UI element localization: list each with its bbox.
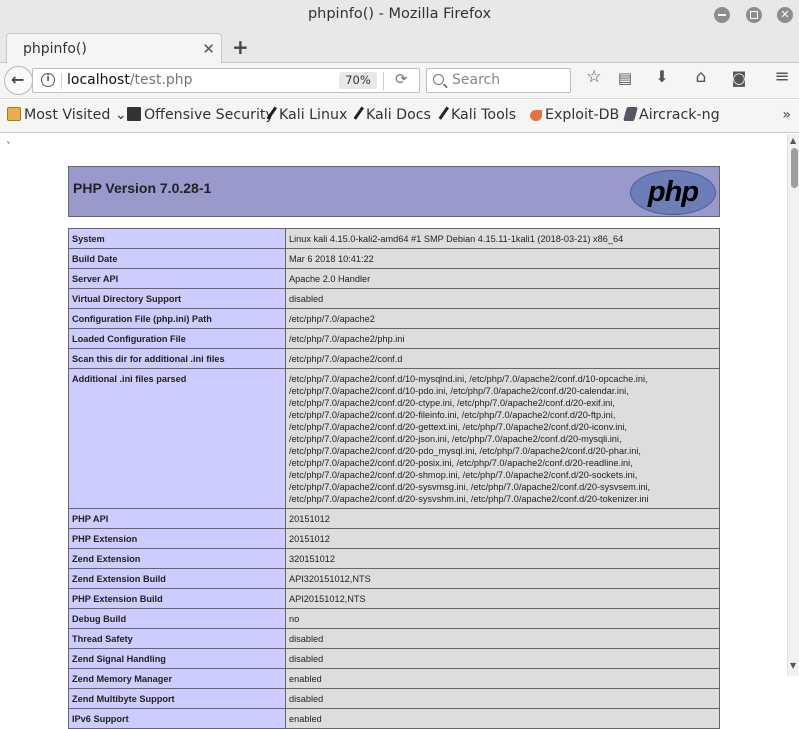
row-value: enabled bbox=[286, 669, 720, 689]
row-key: IPv6 Support bbox=[69, 709, 286, 729]
url-path: /test.php bbox=[129, 72, 193, 88]
navigation-bar bbox=[0, 63, 799, 99]
row-key: System bbox=[69, 229, 286, 249]
row-value: /etc/php/7.0/apache2/conf.d bbox=[286, 349, 720, 369]
row-key: Additional .ini files parsed bbox=[69, 369, 286, 509]
search-icon bbox=[433, 74, 444, 85]
offsec-icon bbox=[127, 107, 141, 121]
bookmark-star-icon[interactable]: ☆ bbox=[586, 67, 602, 87]
tab-strip bbox=[0, 30, 799, 63]
pocket-icon[interactable]: ◙ bbox=[731, 69, 747, 87]
close-tab-icon[interactable]: ✕ bbox=[202, 40, 215, 58]
reading-list-icon[interactable]: ▤ bbox=[617, 69, 633, 87]
table-row bbox=[69, 609, 720, 629]
table-row bbox=[69, 709, 720, 729]
url-separator bbox=[383, 72, 384, 90]
aircrack-icon bbox=[623, 107, 638, 121]
row-key: Zend Signal Handling bbox=[69, 649, 286, 669]
page-content bbox=[0, 134, 787, 724]
row-value: API20151012,NTS bbox=[286, 589, 720, 609]
scrollbar-thumb[interactable] bbox=[791, 148, 798, 188]
row-value: 20151012 bbox=[286, 529, 720, 549]
php-logo-text: php bbox=[647, 176, 699, 208]
scroll-down-icon[interactable]: ▼ bbox=[790, 661, 797, 670]
table-row bbox=[69, 249, 720, 269]
row-value: /etc/php/7.0/apache2 bbox=[286, 309, 720, 329]
bookmarks-toolbar bbox=[0, 100, 799, 133]
window-titlebar[interactable] bbox=[0, 0, 799, 30]
page-title: PHP Version 7.0.28-1 bbox=[73, 180, 212, 196]
table-row bbox=[69, 329, 720, 349]
row-key: Build Date bbox=[69, 249, 286, 269]
bookmark-kali-docs[interactable] bbox=[357, 107, 431, 123]
row-key: Zend Extension bbox=[69, 549, 286, 569]
bookmark-kali-tools[interactable] bbox=[442, 107, 516, 123]
row-value: 320151012 bbox=[286, 549, 720, 569]
row-key: PHP Extension Build bbox=[69, 589, 286, 609]
row-value: Mar 6 2018 10:41:22 bbox=[286, 249, 720, 269]
row-key: Scan this dir for additional .ini files bbox=[69, 349, 286, 369]
menu-icon[interactable]: ≡ bbox=[774, 66, 790, 87]
row-value: /etc/php/7.0/apache2/conf.d/10-mysqlnd.ini, /etc/php/7.0/apache2/conf.d/10-opcache.ini, /etc/php/7.0/apache2/conf.d/10-pdo.ini, /etc/php/7.0/apache2/conf.d/20-calendar.ini, /etc/php/7.0/apache2/conf.d/20-ctype.ini, /etc/php/7.0/apache2/conf.d/20-exif.ini, /etc/php/7.0/apache2/conf.d/20-fileinfo.ini, /etc/php/7.0/apache2/conf.d/20-ftp.ini, /etc/php/7.0/apache2/conf.d/20-gettext.ini, /etc/php/7.0/apache2/conf.d/20-iconv.ini, /etc/php/7.0/apache2/conf.d/20-json.ini, /etc/php/7.0/apache2/conf.d/20-mysqli.ini, /etc/php/7.0/apache2/conf.d/20-pdo_mysql.ini, /etc/php/7.0/apache2/conf.d/20-phar.ini, /etc/php/7.0/apache2/conf.d/20-posix.ini, /etc/php/7.0/apache2/conf.d/20-readline.ini, /etc/php/7.0/apache2/conf.d/20-shmop.ini, /etc/php/7.0/apache2/conf.d/20-sockets.ini, /etc/php/7.0/apache2/conf.d/20-sysvmsg.ini, /etc/php/7.0/apache2/conf.d/20-sysvsem.ini, /etc/php/7.0/apache2/conf.d/20-sysvshm.ini, /etc/php/7.0/apache2/conf.d/20-tokenizer.ini bbox=[286, 369, 720, 509]
tab-label: phpinfo() bbox=[23, 41, 87, 57]
table-row bbox=[69, 509, 720, 529]
minimize-icon[interactable] bbox=[714, 7, 730, 23]
php-info-table bbox=[68, 228, 720, 729]
table-row bbox=[69, 529, 720, 549]
table-row bbox=[69, 229, 720, 249]
vertical-scrollbar[interactable] bbox=[787, 134, 799, 676]
row-value: disabled bbox=[286, 649, 720, 669]
table-row bbox=[69, 549, 720, 569]
bookmark-label: Aircrack-ng bbox=[639, 107, 720, 123]
bookmark-offensive-security[interactable] bbox=[127, 107, 274, 123]
table-row bbox=[69, 569, 720, 589]
row-value: no bbox=[286, 609, 720, 629]
row-value: disabled bbox=[286, 689, 720, 709]
url-host: localhost bbox=[67, 72, 130, 88]
bookmark-label: Kali Docs bbox=[366, 107, 431, 123]
new-tab-icon[interactable]: + bbox=[232, 35, 249, 59]
row-value: Linux kali 4.15.0-kali2-amd64 #1 SMP Debian 4.15.11-1kali1 (2018-03-21) x86_64 bbox=[286, 229, 720, 249]
row-key: Debug Build bbox=[69, 609, 286, 629]
row-key: Thread Safety bbox=[69, 629, 286, 649]
row-value: disabled bbox=[286, 289, 720, 309]
row-value: enabled bbox=[286, 709, 720, 729]
table-row bbox=[69, 589, 720, 609]
bookmark-most-visited[interactable] bbox=[7, 107, 127, 123]
bookmark-exploit-db[interactable] bbox=[530, 107, 619, 123]
close-window-icon[interactable]: ✕ bbox=[777, 7, 793, 23]
more-bookmarks-icon[interactable]: » bbox=[782, 107, 791, 123]
php-logo[interactable] bbox=[630, 170, 716, 215]
maximize-icon[interactable] bbox=[746, 7, 762, 23]
table-row bbox=[69, 649, 720, 669]
bookmark-label: Offensive Security bbox=[144, 107, 274, 123]
zoom-level[interactable]: 70% bbox=[339, 72, 377, 89]
kali-dragon-icon bbox=[439, 107, 452, 122]
row-key: Zend Multibyte Support bbox=[69, 689, 286, 709]
row-value: /etc/php/7.0/apache2/php.ini bbox=[286, 329, 720, 349]
row-value: Apache 2.0 Handler bbox=[286, 269, 720, 289]
bookmark-aircrack-ng[interactable] bbox=[625, 107, 720, 123]
row-key: Configuration File (php.ini) Path bbox=[69, 309, 286, 329]
bookmark-kali-linux[interactable] bbox=[270, 107, 347, 123]
row-key: PHP Extension bbox=[69, 529, 286, 549]
table-row bbox=[69, 309, 720, 329]
table-row bbox=[69, 669, 720, 689]
home-icon[interactable]: ⌂ bbox=[695, 67, 707, 87]
row-value: 20151012 bbox=[286, 509, 720, 529]
url-separator bbox=[61, 73, 62, 89]
stray-character: ` bbox=[6, 140, 12, 153]
kali-dragon-icon bbox=[354, 107, 367, 122]
table-row bbox=[69, 289, 720, 309]
row-value: disabled bbox=[286, 629, 720, 649]
row-value: API320151012,NTS bbox=[286, 569, 720, 589]
table-row bbox=[69, 629, 720, 649]
table-row bbox=[69, 349, 720, 369]
table-row bbox=[69, 369, 720, 509]
row-key: Zend Memory Manager bbox=[69, 669, 286, 689]
url-text[interactable] bbox=[67, 72, 193, 88]
back-button[interactable] bbox=[4, 66, 33, 95]
bookmark-label: Kali Tools bbox=[451, 107, 517, 123]
tab-phpinfo[interactable] bbox=[6, 33, 222, 64]
info-icon[interactable]: i bbox=[41, 73, 55, 87]
row-key: PHP API bbox=[69, 509, 286, 529]
chevron-down-icon: ⌄ bbox=[110, 107, 127, 123]
scroll-up-icon[interactable]: ▲ bbox=[790, 136, 797, 145]
row-key: Loaded Configuration File bbox=[69, 329, 286, 349]
row-key: Server API bbox=[69, 269, 286, 289]
window-title: phpinfo() - Mozilla Firefox bbox=[307, 6, 492, 22]
bookmark-label: Most Visited bbox=[24, 107, 111, 123]
php-version-header bbox=[68, 166, 720, 217]
bookmark-label: Kali Linux bbox=[279, 107, 348, 123]
row-key: Virtual Directory Support bbox=[69, 289, 286, 309]
downloads-icon[interactable]: ⬇ bbox=[655, 67, 669, 86]
folder-icon bbox=[7, 107, 21, 121]
url-bar[interactable] bbox=[32, 68, 420, 93]
reload-icon[interactable]: ⟳ bbox=[395, 70, 408, 88]
search-input[interactable] bbox=[426, 68, 571, 93]
row-key: Zend Extension Build bbox=[69, 569, 286, 589]
table-row bbox=[69, 689, 720, 709]
search-placeholder: Search bbox=[452, 72, 501, 88]
exploitdb-icon bbox=[530, 110, 542, 121]
bookmark-label: Exploit-DB bbox=[545, 107, 620, 123]
table-row bbox=[69, 269, 720, 289]
